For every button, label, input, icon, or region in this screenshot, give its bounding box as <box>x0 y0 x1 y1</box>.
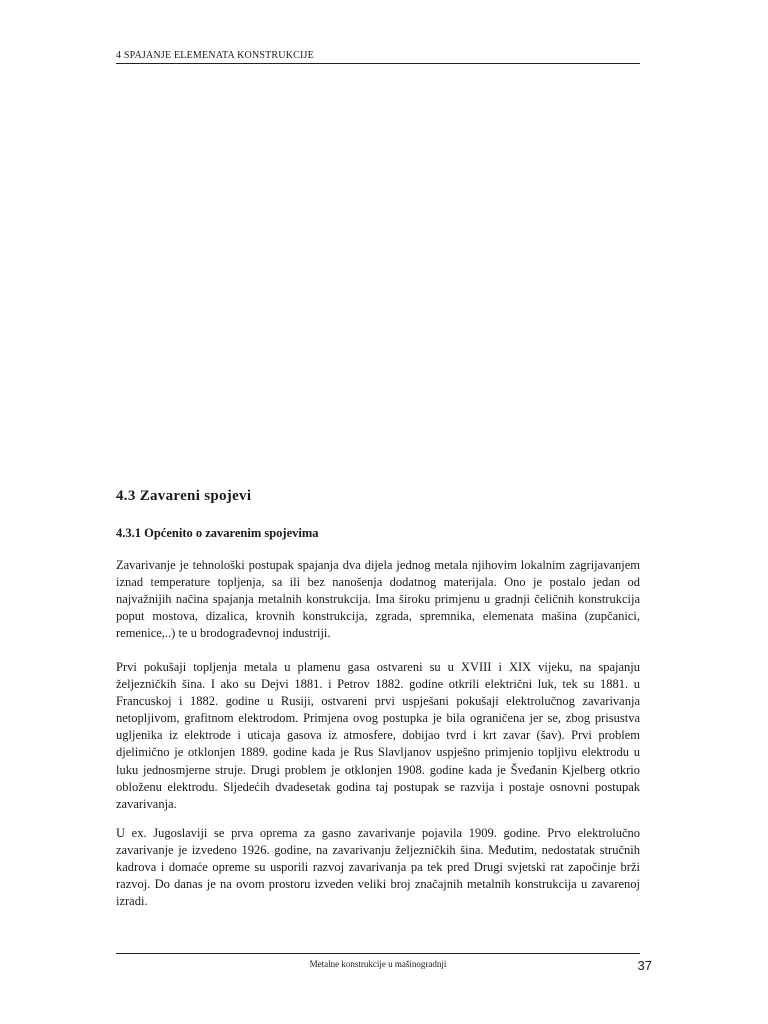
page-number: 37 <box>637 958 652 973</box>
paragraph-yugoslavia: U ex. Jugoslaviji se prva oprema za gasno zavarivanje pojavila 1909. godine. Prvo elektrolučno zavarivanje je izvedeno 1926. godine, na zavarivanju željezničkih šina. Međutim, nedostatak stručnih kadrova i domaće opreme su usporili razvoj zavarivanja pa tek pred Drugi svjetski rat započinje brži razvoj. Do danas je na ovom prostoru izveden veliki broj značajnih metalnih konstrukcija u zavarenoj izradi. <box>116 826 640 909</box>
subsection-title: 4.3.1 Općenito o zavarenim spojevima <box>116 526 319 540</box>
footer-divider <box>116 953 640 954</box>
paragraph-history: Prvi pokušaji topljenja metala u plamenu gasa ostvareni su u XVIII i XIX vijeku, na spajanju željezničkih šina. I ako su Dejvi 1881. i Petrov 1882. godine otkrili električni luk, tek su 1881. u Francuskoj i 1882. godine u Rusiji, ostvareni prvi uspješani pokušaji elektrolučnog zavarivanja netopljivom, grafitnom elektrodom. Primjena ovog postupka je bila ograničena jer se, zbog prisustva ugljenika iz elektrode i uticaja gasova iz atmosfere, dobijao tvrd i krt zavar (šav). Prvi problem djelimično je otklonjen 1889. godine kada je Rus Slavljanov uspješno primjenio topljivu elektrodu u luku jednosmjerne struje. Drugi problem je otklonjen 1908. godine kada je Šveđanin Kjelberg otkrio obloženu elektrodu. Sljedećih dvadesetak godina taj postupak se razvija i postaje osnovni postupak zavarivanja. <box>116 660 640 811</box>
paragraph-definition: Zavarivanje je tehnološki postupak spajanja dva dijela jednog metala njihovim lokalnim zagrijavanjem iznad temperature topljenja, sa ili bez nanošenja dodatnog materijala. Ono je postalo jedan od najvažnijih načina spajanja metalnih konstrukcija. Ima široku primjenu u gradnji čeličnih konstrukcija poput mostova, dizalica, krovnih konstrukcija, zgrada, spremnika, elemenata mašina (zupčanici, remenice,..) te u brodograđevnoj industriji. <box>116 558 640 641</box>
section-title: 4.3 Zavareni spojevi <box>116 488 252 504</box>
running-header: 4 SPAJANJE ELEMENATA KONSTRUKCIJE <box>116 50 640 64</box>
footer-book-title: Metalne konstrukcije u mašinogradnji <box>309 959 447 969</box>
